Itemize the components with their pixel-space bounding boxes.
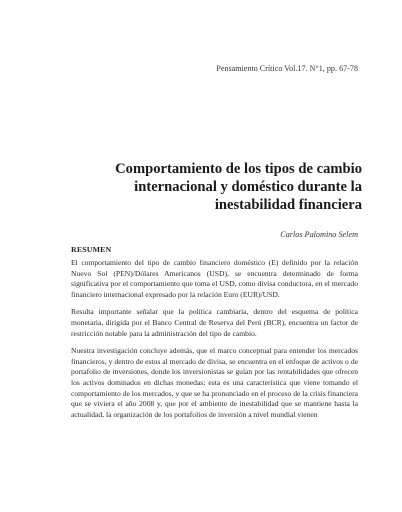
title-line-2: internacional y doméstico durante la — [134, 179, 362, 195]
abstract-paragraph-1: El comportamiento del tipo de cambio financiero doméstico (E) definido por la relación Nuevo Sol (PEN)/Dólares Americanos (USD), se encuentra determinado de forma significativa por el comportamiento que toma el USD, como divisa conductora, en el mercado financiero internacional expresado por la relación Euro (EUR)/USD. — [71, 258, 358, 299]
abstract-heading: RESUMEN — [71, 245, 112, 254]
author-name: Carlos Palomino Selem — [280, 230, 358, 239]
abstract-paragraph-2: Resulta importante señalar que la política cambiaria, dentro del esquema de política monetaria, dirigida por el Banco Central de Reserva del Perú (BCR), encuentra un factor de restricción notable para la administración del tipo de cambio. — [71, 307, 358, 338]
abstract-paragraph-3: Nuestra investigación concluye además, que el marco conceptual para entender los mercados financieros, y dentro de estos al mercado de divisa, se encuentra en el enfoque de activos o de portafolio de inversiones, donde los inversionistas se guían por las rentabilidades que ofrecen los activos dominados en dichas monedas; esta es una característica que viene tomando el comportamiento de los mercados, y que se ha pronunciado en el proceso de la crisis financiera que se viviera el año 2008 y, que por el ambiente de inestabilidad que se mantiene hasta la actualidad, la organización de los portafolios de inversión a nivel mundial vienen — [71, 346, 358, 419]
running-head: Pensamiento Crítico Vol.17. N°1, pp. 67-78 — [216, 64, 358, 73]
title-line-1: Comportamiento de los tipos de cambio — [115, 161, 362, 177]
abstract-body — [71, 258, 358, 427]
paper-title — [40, 160, 362, 214]
title-line-3: inestabilidad financiera — [214, 197, 362, 213]
